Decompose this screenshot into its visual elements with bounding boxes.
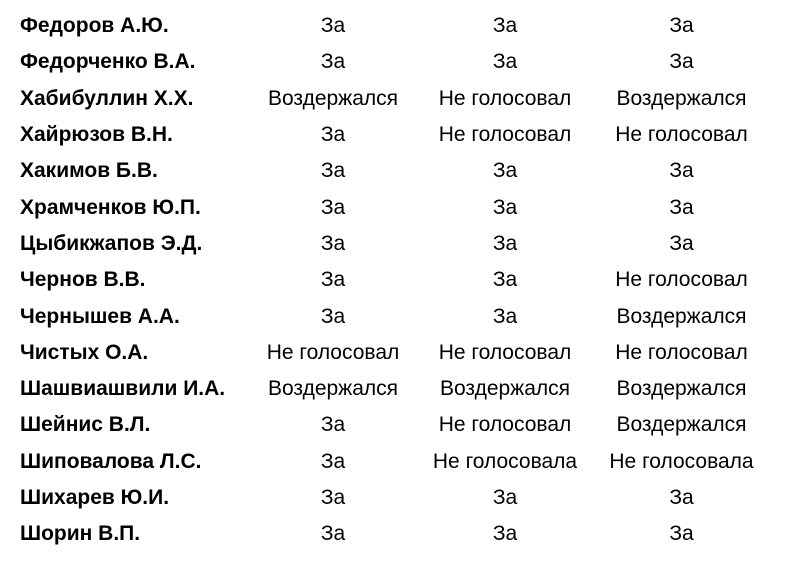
vote-3: Не голосовал <box>615 268 748 292</box>
voting-results-table <box>0 8 800 552</box>
vote-2: За <box>492 304 518 328</box>
vote-2: За <box>492 50 518 74</box>
table-row <box>0 44 800 80</box>
table-row <box>0 262 800 298</box>
table-row <box>0 189 800 225</box>
vote-1: За <box>320 413 346 437</box>
table-row <box>0 335 800 371</box>
table-row <box>0 8 800 44</box>
deputy-name: Чернов В.В. <box>20 268 146 292</box>
vote-2: За <box>492 486 518 509</box>
vote-2: За <box>492 14 518 38</box>
vote-3: Воздержался <box>616 86 747 110</box>
table-row <box>0 480 800 516</box>
table-row <box>0 117 800 153</box>
deputy-name: Шиповалова Л.С. <box>20 449 202 473</box>
vote-2: Не голосовал <box>438 123 572 147</box>
vote-1: За <box>320 195 346 219</box>
vote-3: За <box>669 522 694 546</box>
vote-1: За <box>320 159 346 183</box>
vote-2: Не голосовал <box>438 340 572 364</box>
vote-3: За <box>669 195 694 219</box>
vote-3: За <box>669 486 694 509</box>
table-row <box>0 226 800 262</box>
vote-3: За <box>669 231 694 255</box>
deputy-name: Хабибуллин Х.Х. <box>20 86 194 110</box>
vote-2: Не голосовал <box>438 413 572 437</box>
table-row <box>0 407 800 443</box>
deputy-name: Чистых О.А. <box>20 340 149 364</box>
vote-3: Не голосовала <box>609 449 754 473</box>
vote-2: За <box>492 268 518 292</box>
table-row <box>0 153 800 189</box>
vote-3: Воздержался <box>616 304 747 328</box>
vote-1: За <box>320 14 346 38</box>
vote-2: За <box>492 231 518 255</box>
vote-3: Воздержался <box>616 377 747 401</box>
vote-1: За <box>320 486 346 509</box>
vote-1: За <box>320 268 346 292</box>
vote-2: За <box>492 159 518 183</box>
vote-3: За <box>669 14 694 38</box>
deputy-name: Хайрюзов В.Н. <box>20 123 173 147</box>
deputy-name: Шашвиашвили И.А. <box>20 377 226 401</box>
vote-2: За <box>492 195 518 219</box>
vote-2: За <box>492 522 518 546</box>
vote-1: За <box>320 50 346 74</box>
vote-3: За <box>669 159 694 183</box>
vote-2: Воздержался <box>439 377 571 401</box>
vote-1: Воздержался <box>267 377 399 401</box>
deputy-name: Храмченков Ю.П. <box>20 195 201 219</box>
deputy-name: Цыбикжапов Э.Д. <box>20 231 203 255</box>
vote-3: Воздержался <box>616 413 747 437</box>
deputy-name: Федорченко В.А. <box>20 50 196 74</box>
deputy-name: Шихарев Ю.И. <box>20 486 170 509</box>
table-row <box>0 298 800 334</box>
vote-1: Воздержался <box>267 86 399 110</box>
vote-1: За <box>320 123 346 147</box>
table-row <box>0 516 800 552</box>
vote-2: Не голосовал <box>438 86 572 110</box>
deputy-name: Федоров А.Ю. <box>20 14 169 38</box>
deputy-name: Хакимов Б.В. <box>20 159 158 183</box>
deputy-name: Шорин В.П. <box>20 522 141 546</box>
table-row <box>0 81 800 117</box>
vote-3: За <box>669 50 694 74</box>
table-row <box>0 444 800 480</box>
vote-1: За <box>320 522 346 546</box>
vote-3: Не голосовал <box>615 340 748 364</box>
voting-results-body <box>0 8 800 552</box>
vote-1: Не голосовал <box>266 340 400 364</box>
vote-1: За <box>320 304 346 328</box>
vote-1: За <box>320 231 346 255</box>
table-row <box>0 371 800 407</box>
deputy-name: Шейнис В.Л. <box>20 413 151 437</box>
vote-1: За <box>320 449 346 473</box>
deputy-name: Чернышев А.А. <box>20 304 180 328</box>
vote-2: Не голосовала <box>432 449 578 473</box>
vote-3: Не голосовал <box>615 123 748 147</box>
